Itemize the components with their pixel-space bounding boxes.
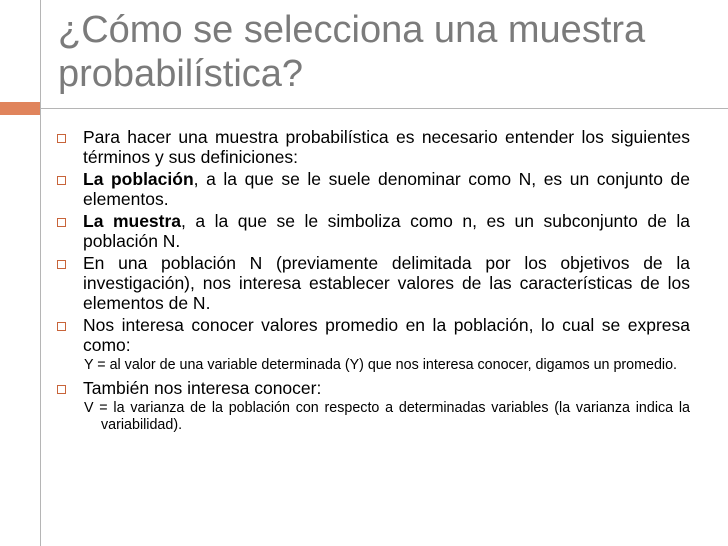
square-bullet-icon — [57, 385, 66, 394]
bullet-bold: La muestra — [83, 211, 182, 231]
bullet-body: También nos interesa conocer: — [83, 378, 322, 398]
bullet-text — [83, 315, 690, 355]
accent-bar — [0, 102, 40, 115]
bullet-item — [54, 211, 690, 251]
bullet-body: , a la que se le simboliza como n, es un subconjunto de la población N. — [83, 211, 690, 251]
square-bullet-icon — [57, 218, 66, 227]
bullet-item — [54, 315, 690, 355]
bullet-text — [83, 169, 690, 209]
bullet-body: , a la que se le suele denominar como N, es un conjunto de elementos. — [83, 169, 690, 209]
square-bullet-icon — [57, 260, 66, 269]
bullet-body: Para hacer una muestra probabilística es necesario entender los siguientes términos y sus definiciones: — [83, 127, 690, 167]
bullet-text — [83, 253, 690, 313]
bullet-bold: La población — [83, 169, 194, 189]
content-body — [54, 127, 690, 438]
bullet-text — [83, 378, 690, 398]
square-bullet-icon — [57, 176, 66, 185]
bullet-item — [54, 169, 690, 209]
slide-title: ¿Cómo se selecciona una muestra probabilística? — [58, 9, 646, 95]
bullet-item — [54, 253, 690, 313]
sub-item: V = la varianza de la población con respecto a determinadas variables (la varianza indica la variabilidad). — [84, 400, 690, 433]
sub-item: Y = al valor de una variable determinada (Y) que nos interesa conocer, digamos un promedio. — [84, 357, 678, 373]
bullet-text — [83, 127, 690, 167]
bullet-body: Nos interesa conocer valores promedio en la población, lo cual se expresa como: — [83, 315, 690, 355]
square-bullet-icon — [57, 322, 66, 331]
horizontal-rule — [0, 108, 728, 109]
bullet-item — [54, 378, 690, 398]
bullet-text — [83, 211, 690, 251]
bullet-item — [54, 127, 690, 167]
bullet-body: En una población N (previamente delimitada por los objetivos de la investigación), nos interesa establecer valores de las características de los elementos de N. — [83, 253, 690, 313]
vertical-rule — [40, 0, 41, 546]
square-bullet-icon — [57, 134, 66, 143]
